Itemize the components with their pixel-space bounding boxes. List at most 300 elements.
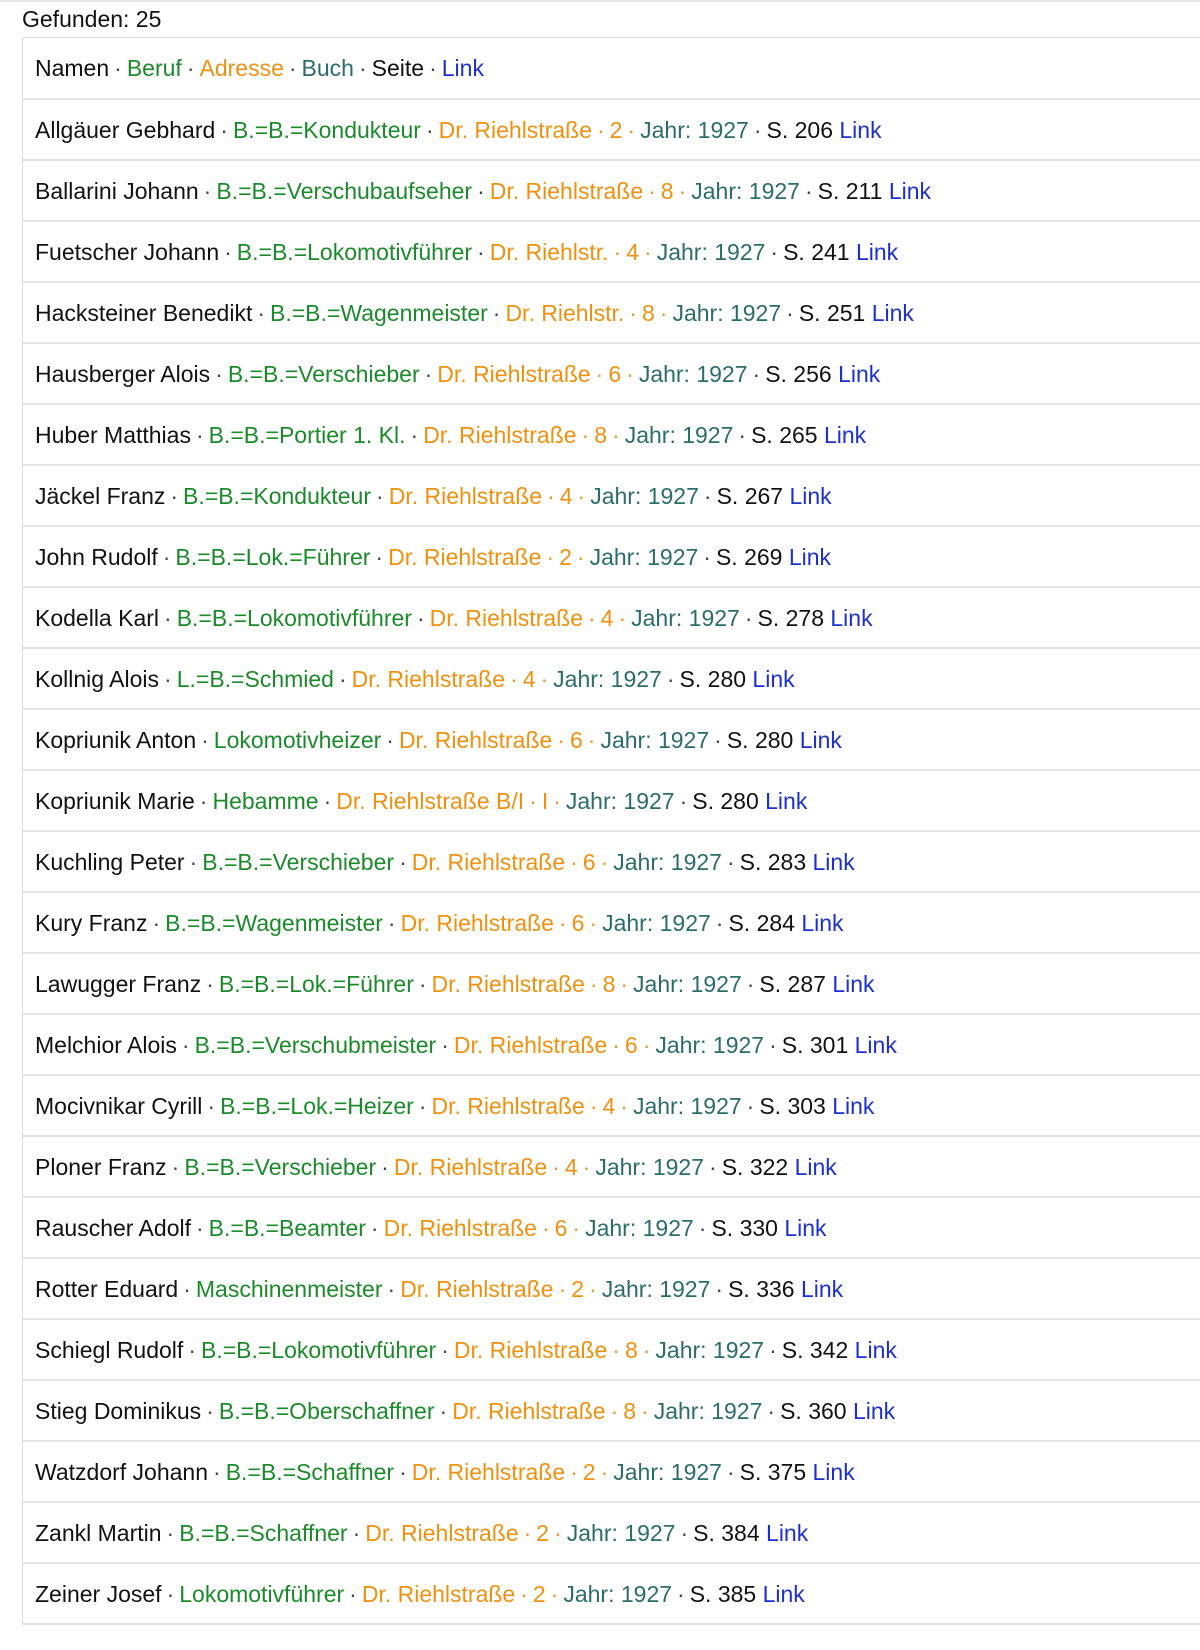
separator: · — [529, 788, 537, 814]
entry-name: Rauscher Adolf — [35, 1215, 191, 1241]
entry-page: S. 256 — [765, 361, 832, 387]
separator: · — [752, 361, 761, 387]
separator: · — [554, 1520, 562, 1546]
entry-beruf: B.=B.=Oberschaffner — [218, 1398, 435, 1424]
list-item — [23, 832, 1200, 893]
list-item — [23, 1259, 1200, 1320]
entry-house-number: 4 — [564, 1154, 578, 1180]
list-item — [23, 710, 1200, 771]
list-item — [23, 649, 1200, 710]
entry-link[interactable]: Link — [855, 239, 899, 265]
entry-beruf: B.=B.=Schaffner — [225, 1459, 395, 1485]
entry-year: Jahr: 1927 — [595, 1154, 705, 1180]
separator: · — [679, 788, 688, 814]
entry-street: Dr. Riehlstr. — [505, 300, 625, 326]
entry-house-number: 6 — [554, 1215, 568, 1241]
separator: · — [612, 1337, 620, 1363]
list-item — [23, 771, 1200, 832]
separator: · — [170, 483, 179, 509]
entry-name: Kollnig Alois — [35, 666, 160, 692]
entry-beruf: B.=B.=Verschieber — [184, 1154, 377, 1180]
entry-link[interactable]: Link — [800, 1276, 844, 1302]
entry-page: S. 265 — [751, 422, 818, 448]
entry-page: S. 342 — [781, 1337, 849, 1363]
list-item — [23, 222, 1200, 283]
header-seite: Seite — [371, 55, 425, 81]
separator: · — [715, 910, 724, 936]
list-header — [23, 38, 1200, 100]
entry-beruf: B.=B.=Verschubaufseher — [216, 178, 473, 204]
entry-name: Huber Matthias — [35, 422, 191, 448]
separator: · — [553, 788, 561, 814]
separator: · — [738, 422, 747, 448]
entry-house-number: 4 — [626, 239, 640, 265]
separator: · — [162, 544, 171, 570]
separator: · — [709, 1154, 717, 1180]
entry-name: Mocivnikar Cyrill — [35, 1093, 203, 1119]
entry-beruf: B.=B.=Lok.=Führer — [218, 971, 414, 997]
entry-year: Jahr: 1927 — [602, 910, 711, 936]
separator: · — [288, 55, 297, 81]
separator: · — [213, 1459, 221, 1485]
entry-link[interactable]: Link — [852, 1398, 896, 1424]
entry-name: Jäckel Franz — [35, 483, 166, 509]
entry-page: S. 303 — [759, 1093, 826, 1119]
entry-name: Watzdorf Johann — [35, 1459, 209, 1485]
separator: · — [418, 1093, 427, 1119]
entry-house-number: 4 — [600, 605, 614, 631]
separator: · — [546, 544, 555, 570]
list-item — [23, 1320, 1200, 1381]
header-buch: Buch — [301, 55, 354, 81]
entry-name: Ploner Franz — [35, 1154, 167, 1180]
separator: · — [215, 361, 223, 387]
entry-name: Fuetscher Johann — [35, 239, 220, 265]
entry-beruf: B.=B.=Lokomotivführer — [176, 605, 412, 631]
entry-name: John Rudolf — [35, 544, 158, 570]
entry-house-number: 4 — [559, 483, 573, 509]
entry-year: Jahr: 1927 — [565, 788, 675, 814]
list-item — [23, 893, 1200, 954]
entry-beruf: B.=B.=Kondukteur — [183, 483, 372, 509]
header-link: Link — [441, 55, 484, 81]
entry-page: S. 211 — [817, 178, 883, 204]
separator: · — [577, 483, 586, 509]
separator: · — [186, 55, 195, 81]
list-item — [23, 1137, 1200, 1198]
separator: · — [152, 910, 161, 936]
entry-page: S. 241 — [783, 239, 850, 265]
separator: · — [166, 1520, 175, 1546]
list-item — [23, 954, 1200, 1015]
entry-street: Dr. Riehlstr. — [489, 239, 609, 265]
separator: · — [183, 1276, 191, 1302]
entry-house-number: 8 — [624, 1337, 638, 1363]
entry-page: S. 287 — [759, 971, 826, 997]
separator: · — [666, 666, 675, 692]
header-beruf: Beruf — [126, 55, 182, 81]
entry-house-number: 2 — [559, 544, 572, 570]
entry-beruf: B.=B.=Lok.=Heizer — [220, 1093, 414, 1119]
entry-street: Dr. Riehlstraße — [431, 1093, 585, 1119]
entry-beruf: B.=B.=Verschieber — [227, 361, 420, 387]
entry-link[interactable]: Link — [832, 1093, 875, 1119]
entry-year: Jahr: 1927 — [553, 666, 662, 692]
entry-link[interactable]: Link — [799, 727, 842, 753]
separator: · — [558, 910, 567, 936]
separator: · — [195, 422, 204, 448]
entry-street: Dr. Riehlstraße — [400, 910, 554, 936]
list-item — [23, 1564, 1200, 1625]
separator: · — [804, 178, 813, 204]
entry-name: Kopriunik Anton — [35, 727, 197, 753]
entry-house-number: 2 — [582, 1459, 596, 1485]
list-item — [23, 527, 1200, 588]
entry-link[interactable]: Link — [832, 971, 875, 997]
separator: · — [439, 1398, 448, 1424]
list-item — [23, 100, 1200, 161]
separator: · — [523, 1520, 532, 1546]
entry-street: Dr. Riehlstraße — [398, 727, 553, 753]
separator: · — [612, 422, 620, 448]
entry-street: Dr. Riehlstraße — [437, 361, 591, 387]
separator: · — [387, 910, 396, 936]
entry-year: Jahr: 1927 — [633, 971, 742, 997]
entry-year: Jahr: 1927 — [640, 117, 749, 143]
separator: · — [418, 971, 427, 997]
separator: · — [770, 239, 779, 265]
entry-street: Dr. Riehlstraße — [361, 1581, 516, 1607]
separator: · — [769, 1337, 777, 1363]
entry-house-number: 8 — [623, 1398, 637, 1424]
entry-page: S. 375 — [739, 1459, 807, 1485]
entry-name: Allgäuer Gebhard — [35, 117, 216, 143]
entry-year: Jahr: 1927 — [613, 849, 722, 875]
list-item — [23, 161, 1200, 222]
list-item — [23, 1503, 1200, 1564]
entry-page: S. 360 — [780, 1398, 847, 1424]
separator: · — [171, 1154, 180, 1180]
entry-name: Zeiner Josef — [35, 1581, 162, 1607]
entry-page: S. 336 — [728, 1276, 795, 1302]
entry-page: S. 384 — [693, 1520, 760, 1546]
separator: · — [678, 178, 687, 204]
entry-page: S. 280 — [726, 727, 794, 753]
separator: · — [410, 422, 419, 448]
separator: · — [703, 544, 711, 570]
separator: · — [477, 178, 485, 204]
separator: · — [612, 1032, 620, 1058]
list-item — [23, 344, 1200, 405]
entry-street: Dr. Riehlstraße — [388, 544, 542, 570]
separator: · — [572, 1215, 581, 1241]
entry-year: Jahr: 1927 — [590, 483, 699, 509]
separator: · — [550, 1581, 559, 1607]
entry-name: Schiegl Rudolf — [35, 1337, 184, 1363]
entry-page: S. 278 — [757, 605, 824, 631]
header-namen: Namen — [35, 55, 110, 81]
separator: · — [207, 1093, 216, 1119]
entry-name: Rotter Eduard — [35, 1276, 179, 1302]
result-list — [22, 37, 1200, 1625]
entry-name: Kury Franz — [35, 910, 148, 936]
entry-house-number: 8 — [660, 178, 674, 204]
entry-page: S. 301 — [781, 1032, 849, 1058]
entry-street: Dr. Riehlstraße — [453, 1337, 608, 1363]
entry-beruf: B.=B.=Schaffner — [179, 1520, 348, 1546]
separator: · — [257, 300, 266, 326]
entry-house-number: I — [541, 788, 549, 814]
separator: · — [195, 1215, 204, 1241]
separator: · — [581, 422, 590, 448]
separator: · — [642, 1337, 651, 1363]
entry-house-number: 6 — [571, 910, 585, 936]
entry-house-number: 6 — [624, 1032, 638, 1058]
separator: · — [629, 300, 637, 326]
separator: · — [570, 849, 578, 875]
entry-name: Zankl Martin — [35, 1520, 162, 1546]
entry-page: S. 322 — [721, 1154, 789, 1180]
separator: · — [726, 1459, 735, 1485]
separator: · — [323, 788, 332, 814]
separator: · — [424, 361, 433, 387]
separator: · — [520, 1581, 528, 1607]
separator: · — [698, 1215, 707, 1241]
separator: · — [338, 666, 347, 692]
separator: · — [769, 1032, 777, 1058]
separator: · — [477, 239, 485, 265]
entry-year: Jahr: 1927 — [691, 178, 800, 204]
separator: · — [375, 544, 384, 570]
entry-house-number: 6 — [608, 361, 622, 387]
entry-year: Jahr: 1927 — [585, 1215, 694, 1241]
separator: · — [203, 178, 212, 204]
separator: · — [206, 1398, 214, 1424]
separator: · — [642, 1032, 651, 1058]
separator: · — [589, 971, 598, 997]
entry-year: Jahr: 1927 — [632, 1093, 742, 1119]
entry-street: Dr. Riehlstraße — [438, 117, 592, 143]
separator: · — [381, 1154, 389, 1180]
separator: · — [201, 727, 209, 753]
entry-beruf: B.=B.=Verschieber — [202, 849, 395, 875]
separator: · — [181, 1032, 190, 1058]
header-adresse: Adresse — [199, 55, 284, 81]
entry-link[interactable]: Link — [794, 1154, 837, 1180]
separator: · — [552, 1154, 560, 1180]
entry-house-number: 2 — [536, 1520, 550, 1546]
entry-link[interactable]: Link — [801, 910, 844, 936]
separator: · — [189, 849, 198, 875]
entry-house-number: 8 — [602, 971, 616, 997]
entry-street: Dr. Riehlstraße — [423, 422, 577, 448]
entry-name: Hacksteiner Benedikt — [35, 300, 253, 326]
entry-house-number: 8 — [641, 300, 655, 326]
entry-page: S. 280 — [679, 666, 747, 692]
list-item — [23, 466, 1200, 527]
entry-page: S. 267 — [716, 483, 784, 509]
separator: · — [600, 849, 609, 875]
entry-link[interactable]: Link — [830, 605, 873, 631]
entry-name: Hausberger Alois — [35, 361, 211, 387]
entry-beruf: B.=B.=Wagenmeister — [270, 300, 488, 326]
entry-page: S. 385 — [689, 1581, 757, 1607]
top-divider — [0, 0, 1200, 2]
separator: · — [644, 239, 652, 265]
separator: · — [714, 727, 722, 753]
separator: · — [441, 1032, 449, 1058]
entry-street: Dr. Riehlstraße — [453, 1032, 608, 1058]
separator: · — [370, 1215, 379, 1241]
entry-street: Dr. Riehlstraße — [383, 1215, 537, 1241]
entry-link[interactable]: Link — [765, 788, 808, 814]
separator: · — [589, 1093, 598, 1119]
entry-house-number: 6 — [569, 727, 583, 753]
separator: · — [349, 1581, 357, 1607]
list-item — [23, 283, 1200, 344]
entry-house-number: 4 — [522, 666, 536, 692]
separator: · — [429, 55, 437, 81]
entry-name: Stieg Dominikus — [35, 1398, 202, 1424]
list-item — [23, 1198, 1200, 1259]
entry-street: Dr. Riehlstraße — [400, 1276, 554, 1302]
separator: · — [441, 1337, 449, 1363]
separator: · — [206, 971, 214, 997]
entry-beruf: B.=B.=Verschubmeister — [194, 1032, 437, 1058]
entry-year: Jahr: 1927 — [655, 1337, 765, 1363]
entry-street: Dr. Riehlstraße — [452, 1398, 606, 1424]
entry-year: Jahr: 1927 — [600, 727, 710, 753]
entry-beruf: B.=B.=Lok.=Führer — [175, 544, 371, 570]
entry-link[interactable]: Link — [812, 849, 855, 875]
separator: · — [166, 1581, 175, 1607]
entry-link[interactable]: Link — [784, 1215, 827, 1241]
separator: · — [613, 239, 622, 265]
entry-year: Jahr: 1927 — [613, 1459, 722, 1485]
entry-beruf: B.=B.=Lokomotivführer — [236, 239, 473, 265]
entry-link[interactable]: Link — [839, 117, 882, 143]
separator: · — [753, 117, 762, 143]
separator: · — [587, 727, 596, 753]
entry-link[interactable]: Link — [838, 361, 881, 387]
separator: · — [767, 1398, 776, 1424]
result-count: Gefunden: 25 — [22, 6, 162, 32]
entry-beruf: Lokomotivheizer — [213, 727, 382, 753]
separator: · — [376, 483, 384, 509]
entry-street: Dr. Riehlstraße — [388, 483, 543, 509]
entry-name: Ballarini Johann — [35, 178, 199, 204]
entry-link[interactable]: Link — [812, 1459, 855, 1485]
entry-page: S. 269 — [715, 544, 783, 570]
entry-page: S. 251 — [798, 300, 866, 326]
separator: · — [627, 117, 636, 143]
list-item — [23, 405, 1200, 466]
separator: · — [399, 1459, 407, 1485]
separator: · — [425, 117, 434, 143]
entry-link[interactable]: Link — [789, 483, 832, 509]
entry-street: Dr. Riehlstraße — [411, 1459, 566, 1485]
entry-house-number: 2 — [532, 1581, 546, 1607]
entry-link[interactable]: Link — [823, 422, 867, 448]
separator: · — [582, 1154, 591, 1180]
separator: · — [600, 1459, 609, 1485]
entry-link[interactable]: Link — [888, 178, 932, 204]
separator: · — [703, 483, 712, 509]
separator: · — [224, 239, 232, 265]
entry-street: Dr. Riehlstraße — [411, 849, 566, 875]
separator: · — [386, 727, 394, 753]
separator: · — [220, 117, 228, 143]
entry-name: Kopriunik Marie — [35, 788, 195, 814]
entry-beruf: Lokomotivführer — [179, 1581, 345, 1607]
separator: · — [626, 361, 634, 387]
separator: · — [589, 910, 598, 936]
entry-street: Dr. Riehlstraße B/I — [336, 788, 525, 814]
separator: · — [188, 1337, 196, 1363]
entry-street: Dr. Riehlstraße — [489, 178, 644, 204]
entry-link[interactable]: Link — [854, 1032, 897, 1058]
separator: · — [352, 1520, 361, 1546]
separator: · — [746, 971, 755, 997]
entry-link[interactable]: Link — [762, 1581, 805, 1607]
separator: · — [746, 1093, 755, 1119]
entry-page: S. 280 — [692, 788, 759, 814]
separator: · — [510, 666, 518, 692]
entry-year: Jahr: 1927 — [563, 1581, 673, 1607]
entry-street: Dr. Riehlstraße — [431, 971, 585, 997]
entry-page: S. 330 — [711, 1215, 778, 1241]
separator: · — [416, 605, 425, 631]
entry-street: Dr. Riehlstraße — [351, 666, 506, 692]
separator: · — [547, 483, 555, 509]
separator: · — [786, 300, 794, 326]
separator: · — [620, 1093, 628, 1119]
entry-house-number: 8 — [594, 422, 608, 448]
separator: · — [680, 1520, 689, 1546]
separator: · — [358, 55, 367, 81]
entry-link[interactable]: Link — [752, 666, 795, 692]
separator: · — [744, 605, 753, 631]
entry-year: Jahr: 1927 — [631, 605, 740, 631]
entry-house-number: 4 — [602, 1093, 616, 1119]
separator: · — [595, 361, 604, 387]
entry-link[interactable]: Link — [871, 300, 914, 326]
entry-year: Jahr: 1927 — [589, 544, 699, 570]
entry-link[interactable]: Link — [766, 1520, 809, 1546]
separator: · — [618, 605, 627, 631]
entry-year: Jahr: 1927 — [653, 1398, 763, 1424]
separator: · — [492, 300, 501, 326]
entry-page: S. 283 — [739, 849, 807, 875]
entry-beruf: Maschinenmeister — [195, 1276, 383, 1302]
entry-year: Jahr: 1927 — [624, 422, 734, 448]
separator: · — [677, 1581, 685, 1607]
separator: · — [596, 117, 605, 143]
separator: · — [387, 1276, 396, 1302]
separator: · — [620, 971, 629, 997]
entry-year: Jahr: 1927 — [638, 361, 748, 387]
separator: · — [199, 788, 208, 814]
entry-link[interactable]: Link — [788, 544, 832, 570]
entry-street: Dr. Riehlstraße — [393, 1154, 548, 1180]
entry-link[interactable]: Link — [854, 1337, 897, 1363]
entry-name: Kodella Karl — [35, 605, 160, 631]
entry-house-number: 2 — [609, 117, 623, 143]
entry-page: S. 206 — [766, 117, 833, 143]
entry-house-number: 6 — [582, 849, 596, 875]
separator: · — [399, 849, 407, 875]
list-item — [23, 588, 1200, 649]
